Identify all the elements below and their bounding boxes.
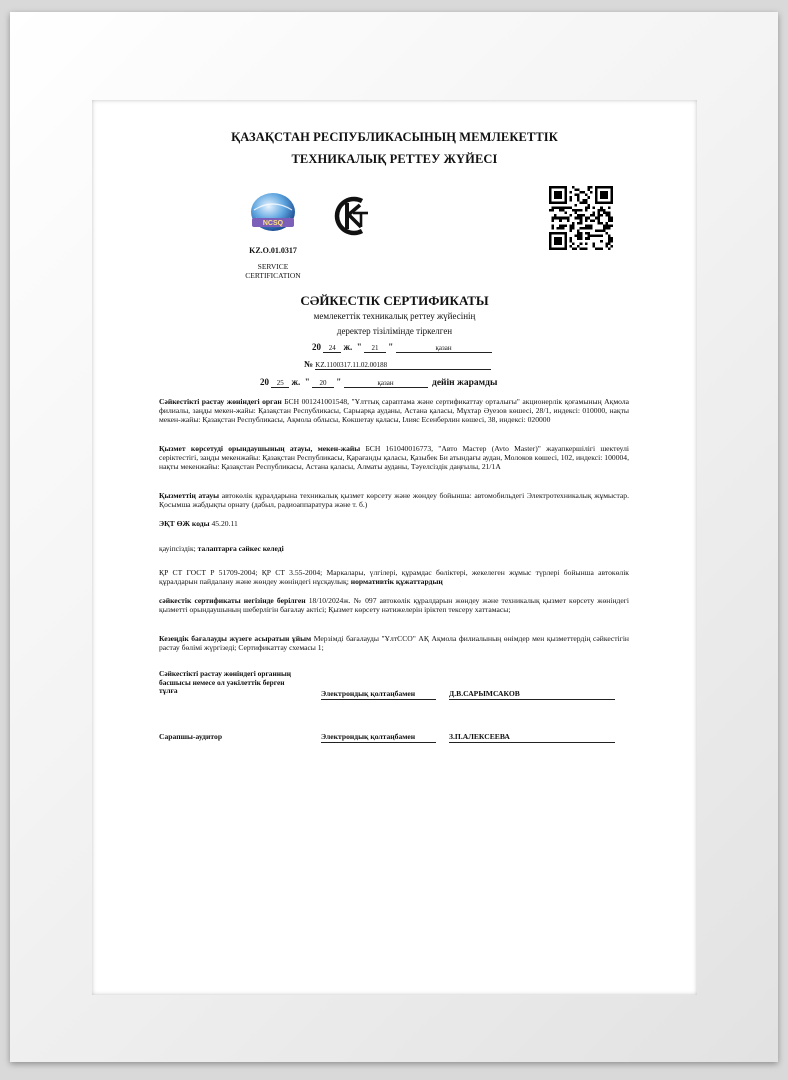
reg-day: 21 [364,344,386,353]
service-caption: SERVICE [257,262,289,271]
reg-year-prefix: 20 [312,342,321,352]
requirements-paragraph [159,544,629,553]
certificate-page [92,100,697,995]
head-label-line-2: басшысы немесе ол уәкілеттік берген [159,677,285,687]
head-e-signature: Электрондық қолтаңбамен [321,689,416,698]
service-provider-label: Қызмет көрсетуді орындаушының атауы, мекен-жайы [159,444,361,453]
kz-conformity-mark [328,193,374,239]
title-subline-1: мемлекеттік техникалық реттеу жүйесінің [313,311,476,321]
valid-day: 20 [312,379,334,388]
periodic-assessment-text: Мерзімді бағалауды "ҰлтССО" АҚ Ақмола филиалының өнімдер мен қызметтердің сәйкестігін растау бөлімі жүргізеді; Сертификаттау схемасы 1; [159,634,629,653]
valid-until-label: дейін жарамды [432,378,498,388]
picture-frame [10,12,778,1062]
number-label: № [304,359,314,369]
validity-date [260,377,497,388]
title-subline-2: деректер тізілімінде тіркелген [336,326,453,336]
certification-body-label: Сәйкестікті растау жөніндегі орган [159,397,282,406]
normative-docs-paragraph [159,568,629,586]
service-provider-text: БСН 161040016773, "Авто Мастер (Avto Master)" жауапкершілігі шектеулі серіктестігі, заңды мекенжайы: Қазақстан Республикасы, Қарағанды қаласы, Қазыбек Би атындағы аудан, Молоков көшесі, 102, индексі: 100004, нақты мекенжайы: Қазақстан Республикасы, Астана қаласы, Алматы ауданы, Тәуелсіздік даңғылы, 21/1А [159,444,629,472]
ncsq-globe-logo [246,192,300,236]
reg-year-suffix: ж. [343,342,353,352]
auditor-e-signature: Электрондық қолтаңбамен [321,732,416,741]
header-line-2: ТЕХНИКАЛЫҚ РЕТТЕУ ЖҮЙЕСІ [291,152,498,166]
valid-year-suffix: ж. [291,377,301,387]
service-provider-paragraph [159,444,629,472]
reg-month: қазан [396,344,492,353]
certification-body-text: БСН 001241001548, "Ұлттық сараптама және сертификаттау орталығы" акционерлік қоғамының Ақмола филиалы, заңды мекен-жайы: Қазақстан Республикасы, Сарыарқа ауданы, Астана қаласы, Мұхтар Әуезов көшесі, 28/1, индексі: 010000, нақты мекен-жайы: Қазақстан Республикасы, Ақмола облысы, Көкшетау қаласы, Ілияс Есенберлин көшесі, 38, индексі: 020000 [159,397,629,425]
reg-quote-close: " [388,342,394,352]
valid-year: 25 [271,379,289,388]
valid-quote-close: " [336,377,342,387]
qr-code [549,186,613,250]
auditor-e-signature-line [321,742,436,743]
requirements-text: қауіпсіздік; [159,544,198,553]
reg-year: 24 [323,344,341,353]
basis-text: 18/10/2024ж. № 097 автокөлік құралдарын жөндеу және техникалық қызмет көрсету жөніндегі қызметті орындаушының шеберлігін бағалау актісі; Қызмет көрсету нәтижелерін іріктеп тексеру хаттамасы; [159,596,629,615]
activity-code-paragraph [159,519,629,528]
head-label-line-1: Сәйкестікті растау жөніндегі органның [159,669,292,678]
certification-body-paragraph [159,397,629,425]
activity-code-value: 45.20.11 [209,519,238,528]
periodic-assessment-paragraph [159,634,629,652]
certificate-number: KZ.1100317.11.02.00188 [315,361,491,370]
normative-docs-text: ҚР СТ ГОСТ Р 51709-2004; ҚР СТ 3.55-2004; Маркалары, үлгілері, құрамдас бөліктері, жекелеген жұмыс түрлері бойынша автокөлік құралдарын пайдалану және жөндеу жөніндегі нұсқаулық; [159,568,629,587]
accreditation-code: KZ.O.01.0317 [249,246,297,255]
auditor-label: Сарапшы-аудитор [159,732,223,741]
service-name-label: Қызметтің атауы [159,491,220,500]
head-label-line-3: тұлға [159,686,178,696]
periodic-assessment-label: Кезеңдік бағалауды жүзеге асыратын ұйым [159,634,312,643]
head-signatory-label [159,670,319,696]
certificate-title: СӘЙКЕСТІК СЕРТИФИКАТЫ [300,293,489,308]
valid-quote-open: " [304,377,310,387]
service-name-text: автокөлік құралдарына техникалық қызмет көрсету және жөндеу бойынша: автомобильдегі Электротехникалық жұмыстар. Қосымша жабдықты орнату (дабыл, радиоаппаратура және т. б.) [159,491,629,510]
valid-month: қазан [344,379,428,388]
basis-paragraph [159,596,629,614]
registration-date [312,342,492,353]
requirements-label: талаптарға сәйкес келеді [197,544,284,553]
certificate-number-row [304,359,491,370]
certification-caption: CERTIFICATION [245,271,301,280]
basis-label: сәйкестік сертификаты негізінде берілген [159,596,306,605]
reg-quote-open: " [356,342,362,352]
head-name: Д.В.САРЫМСАКОВ [449,689,520,698]
valid-year-prefix: 20 [260,377,269,387]
normative-docs-label: нормативтік құжаттардың [350,577,443,587]
auditor-name-line [449,742,615,743]
head-e-signature-line [321,699,436,700]
header-line-1: ҚАЗАҚСТАН РЕСПУБЛИКАСЫНЫҢ МЕМЛЕКЕТТІК [231,130,558,144]
head-name-line [449,699,615,700]
auditor-name: З.П.АЛЕКСЕЕВА [449,732,510,741]
ncsq-logo-text: NCSQ [262,220,284,227]
service-name-paragraph [159,491,629,509]
activity-code-label: ЭҚТ ӨЖ коды [159,519,210,528]
